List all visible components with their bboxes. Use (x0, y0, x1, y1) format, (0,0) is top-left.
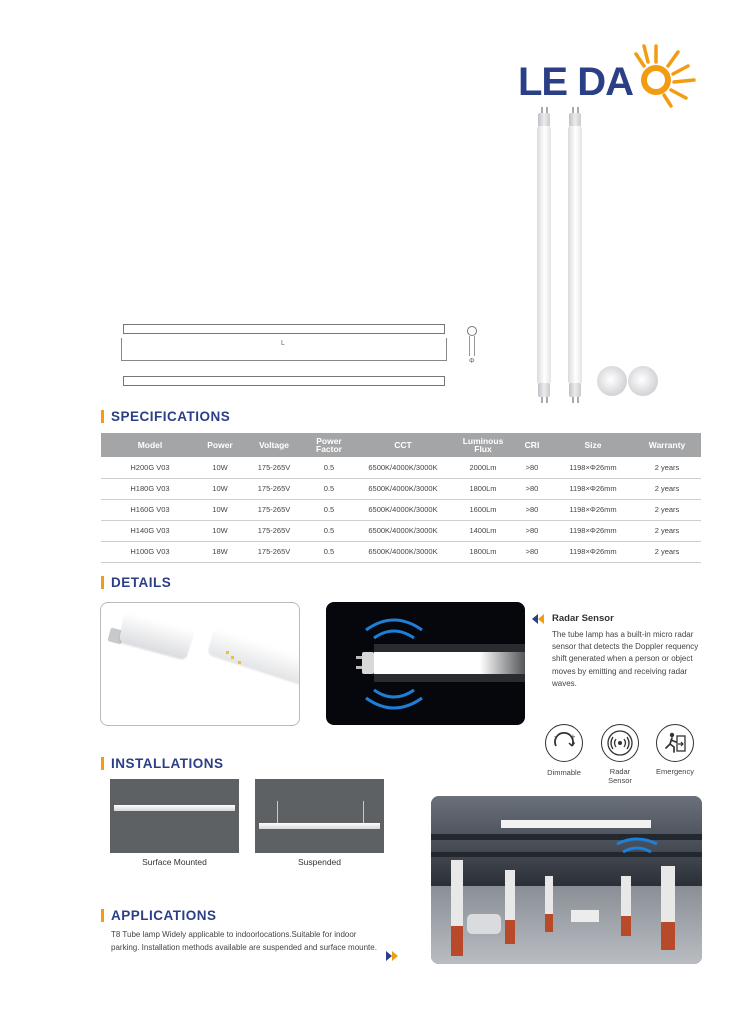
table-header-row (101, 433, 701, 457)
surface-mounted-label: Surface Mounted (142, 857, 207, 867)
tube-endcap-image-1 (597, 366, 627, 396)
radar-sensor-title: Radar Sensor (532, 613, 614, 624)
radar-sensor-label: Radar Sensor (608, 767, 632, 785)
header-size: Size (553, 433, 633, 457)
table-row: H140G V03 10W 175-265V 0.5 6500K/4000K/3000K 1400Lm >80 1198×Φ26mm 2 years (101, 520, 701, 541)
header-cri: CRI (511, 433, 553, 457)
radar-sensor-image (326, 602, 525, 725)
emergency-label: Emergency (656, 767, 694, 776)
technical-drawing (115, 320, 485, 395)
table-row: H200G V03 10W 175-265V 0.5 6500K/4000K/3000K 2000Lm >80 1198×Φ26mm 2 years (101, 457, 701, 478)
svg-text:-: - (554, 733, 557, 741)
suspended-label: Suspended (297, 857, 341, 867)
radar-waves-illustration (326, 602, 525, 725)
svg-text:+: + (570, 733, 576, 741)
double-arrow-icon (532, 614, 546, 624)
header-model: Model (101, 433, 199, 457)
sun-icon (626, 38, 702, 110)
dimmable-label: Dimmable (547, 768, 581, 777)
specifications-table (101, 433, 701, 563)
installations-heading: INSTALLATIONS (101, 756, 224, 771)
parking-garage-image (431, 796, 702, 964)
tube-detail-image (100, 602, 300, 726)
applications-heading: APPLICATIONS (101, 908, 217, 923)
diameter-label: Φ (469, 358, 475, 365)
brand-logo (514, 38, 704, 110)
specifications-heading: SPECIFICATIONS (101, 409, 230, 424)
dimmable-icon (545, 724, 583, 762)
radar-sensor-icon (601, 724, 639, 762)
table-row: H100G V03 18W 175-265V 0.5 6500K/4000K/3000K 1800Lm >80 1198×Φ26mm 2 years (101, 541, 701, 562)
length-label: L (281, 340, 285, 347)
radar-sensor-description: The tube lamp has a built-in micro radar sensor that detects the Doppler requency shift generated when a person or object moves by emitting and receiving radar waves. (552, 630, 699, 688)
suspended-image (255, 779, 384, 853)
tube-endcap-image-2 (628, 366, 658, 396)
header-power: Power (199, 433, 241, 457)
header-power-factor: Power Factor (307, 433, 351, 457)
applications-description: T8 Tube lamp Widely applicable to indoorlocations.Suitable for indoor parking. Installation methods available are suspended and surface mounte. (111, 930, 377, 952)
header-voltage: Voltage (241, 433, 307, 457)
header-cct: CCT (351, 433, 455, 457)
table-row: H180G V03 10W 175-265V 0.5 6500K/4000K/3000K 1800Lm >80 1198×Φ26mm 2 years (101, 478, 701, 499)
header-warranty: Warranty (633, 433, 701, 457)
emergency-icon (656, 724, 694, 762)
logo-wordmark: LE DA (518, 60, 633, 104)
header-luminous-flux: Luminous Flux (455, 433, 511, 457)
double-arrow-right-icon (386, 951, 400, 961)
surface-mounted-image (110, 779, 239, 853)
table-row: H160G V03 10W 175-265V 0.5 6500K/4000K/3000K 1600Lm >80 1198×Φ26mm 2 years (101, 499, 701, 520)
details-heading: DETAILS (101, 575, 171, 590)
